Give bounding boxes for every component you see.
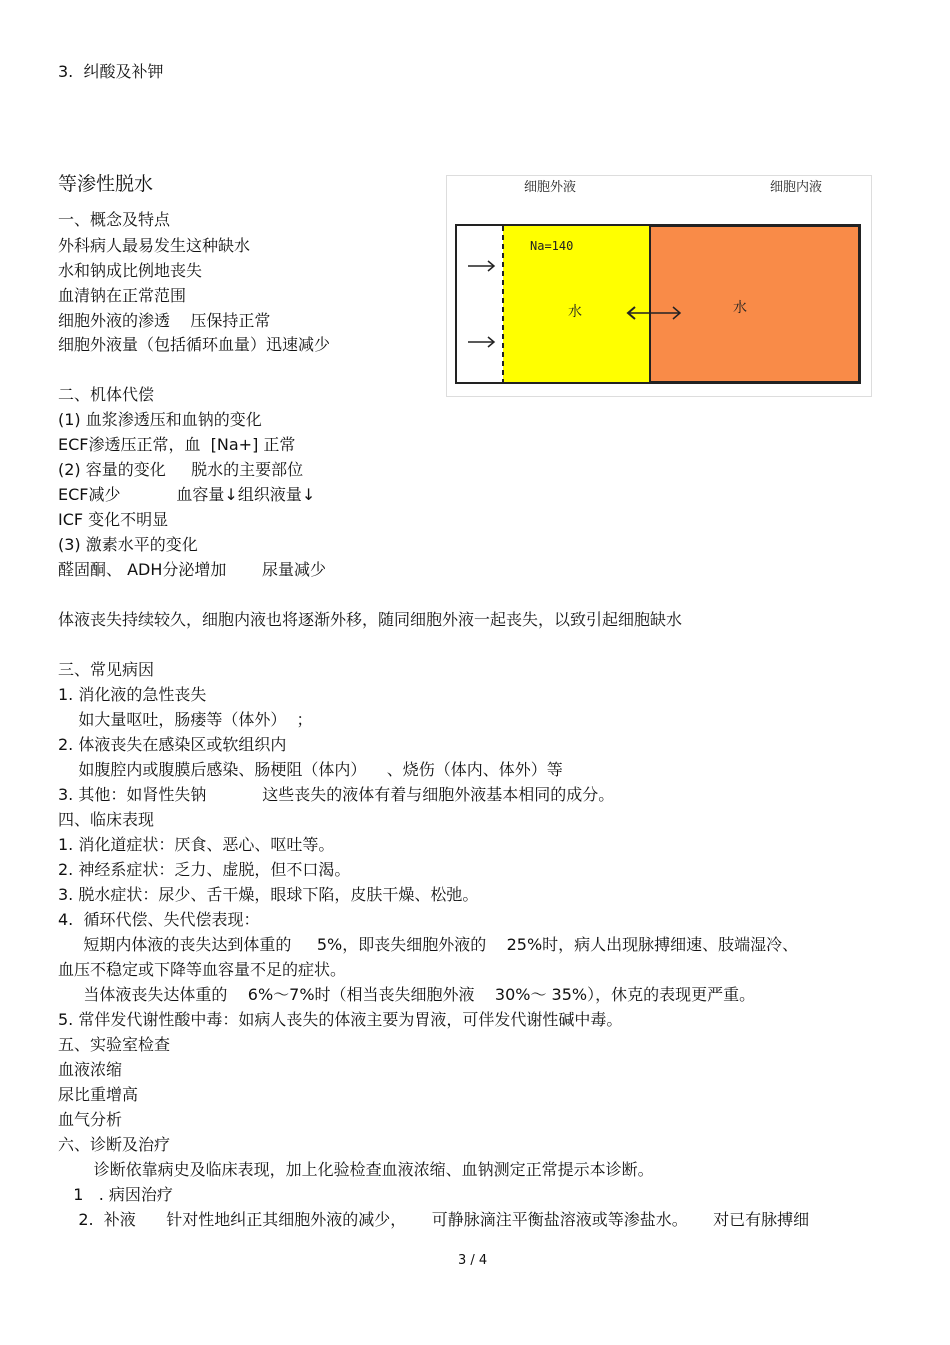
diagnosis-line: 2. 补液 针对性地纠正其细胞外液的减少， 可静脉滴注平衡盐溶液或等渗盐水。 对已有脉搏细 xyxy=(58,1210,810,1229)
water-label-extracellular: 水 xyxy=(568,304,582,320)
clinical-line: 短期内体液的丧失达到体重的 5%，即丧失细胞外液的 25%时，病人出现脉搏细速、肢端湿冷、 xyxy=(58,935,799,954)
lab-line: 血液浓缩 xyxy=(58,1060,123,1079)
causes-line: 3. 其他：如肾性失钠 这些丧失的液体有着与细胞外液基本相同的成分。 xyxy=(58,785,615,804)
clinical-line: 当体液丧失达体重的 6%～7%时（相当丧失细胞外液 30%～ 35%），休克的表现更严重。 xyxy=(58,985,756,1004)
clinical-line: 血压不稳定或下降等血容量不足的症状。 xyxy=(58,960,347,979)
metabolism-note: 体液丧失持续较久，细胞内液也将逐渐外移，随同细胞外液一起丧失，以致引起细胞缺水 xyxy=(58,610,683,629)
causes-line: 如大量呕吐，肠瘘等（体外） ； xyxy=(58,710,313,729)
top-item: 3. 纠酸及补钾 xyxy=(58,62,164,81)
page-number: 3 / 4 xyxy=(458,1253,488,1268)
metabolism-line: (3) 激素水平的变化 xyxy=(58,535,198,554)
clinical-line: 4. 循环代偿、失代偿表现： xyxy=(58,910,260,929)
intracellular-compartment xyxy=(650,226,859,382)
diagnosis-heading: 六、诊断及治疗 xyxy=(58,1135,171,1154)
lab-heading: 五、实验室检查 xyxy=(58,1035,171,1054)
diagnosis-line: 1 . 病因治疗 xyxy=(58,1185,173,1204)
concept-line: 外科病人最易发生这种缺水 xyxy=(58,236,251,255)
label-intracellular: 细胞内液 xyxy=(770,180,823,195)
clinical-line: 3. 脱水症状：尿少、舌干燥，眼球下陷，皮肤干燥、松弛。 xyxy=(58,885,479,904)
concept-line: 细胞外液的渗透 压保持正常 xyxy=(58,311,271,330)
metabolism-line: (2) 容量的变化 脱水的主要部位 xyxy=(58,460,304,479)
causes-heading: 三、常见病因 xyxy=(58,660,155,679)
causes-line: 1. 消化液的急性丧失 xyxy=(58,685,207,704)
concept-line: 细胞外液量（包括循环血量）迅速减少 xyxy=(58,335,331,354)
fluid-compartment-diagram xyxy=(446,175,872,397)
clinical-line: 1. 消化道症状：厌食、恶心、呕吐等。 xyxy=(58,835,335,854)
metabolism-line: (1) 血浆渗透压和血钠的变化 xyxy=(58,410,262,429)
causes-line: 2. 体液丧失在感染区或软组织内 xyxy=(58,735,287,754)
metabolism-heading: 二、机体代偿 xyxy=(58,385,155,404)
clinical-line: 5. 常伴发代谢性酸中毒：如病人丧失的体液主要为胃液，可伴发代谢性碱中毒。 xyxy=(58,1010,623,1029)
concept-heading: 一、概念及特点 xyxy=(58,210,171,229)
metabolism-line: 醛固酮、 ADH分泌增加 尿量减少 xyxy=(58,560,326,579)
metabolism-line: ECF渗透压正常，血 [Na+] 正常 xyxy=(58,435,296,454)
lab-line: 尿比重增高 xyxy=(58,1085,139,1104)
causes-line: 如腹腔内或腹膜后感染、肠梗阻（体内） 、烧伤（体内、体外）等 xyxy=(58,760,563,779)
lab-line: 血气分析 xyxy=(58,1110,123,1129)
water-label-intracellular: 水 xyxy=(733,300,747,316)
metabolism-line: ICF 变化不明显 xyxy=(58,510,169,529)
concept-line: 水和钠成比例地丧失 xyxy=(58,261,203,280)
section-title: 等渗性脱水 xyxy=(58,173,154,195)
metabolism-line: ECF减少 血容量↓组织液量↓ xyxy=(58,485,316,504)
diagnosis-line: 诊断依靠病史及临床表现，加上化验检查血液浓缩、血钠测定正常提示本诊断。 xyxy=(58,1160,654,1179)
concept-line: 血清钠在正常范围 xyxy=(58,286,187,305)
clinical-line: 2. 神经系症状：乏力、虚脱，但不口渴。 xyxy=(58,860,351,879)
label-extracellular: 细胞外液 xyxy=(524,180,577,195)
na-label: Na=140 xyxy=(530,239,574,253)
clinical-heading: 四、临床表现 xyxy=(58,810,155,829)
